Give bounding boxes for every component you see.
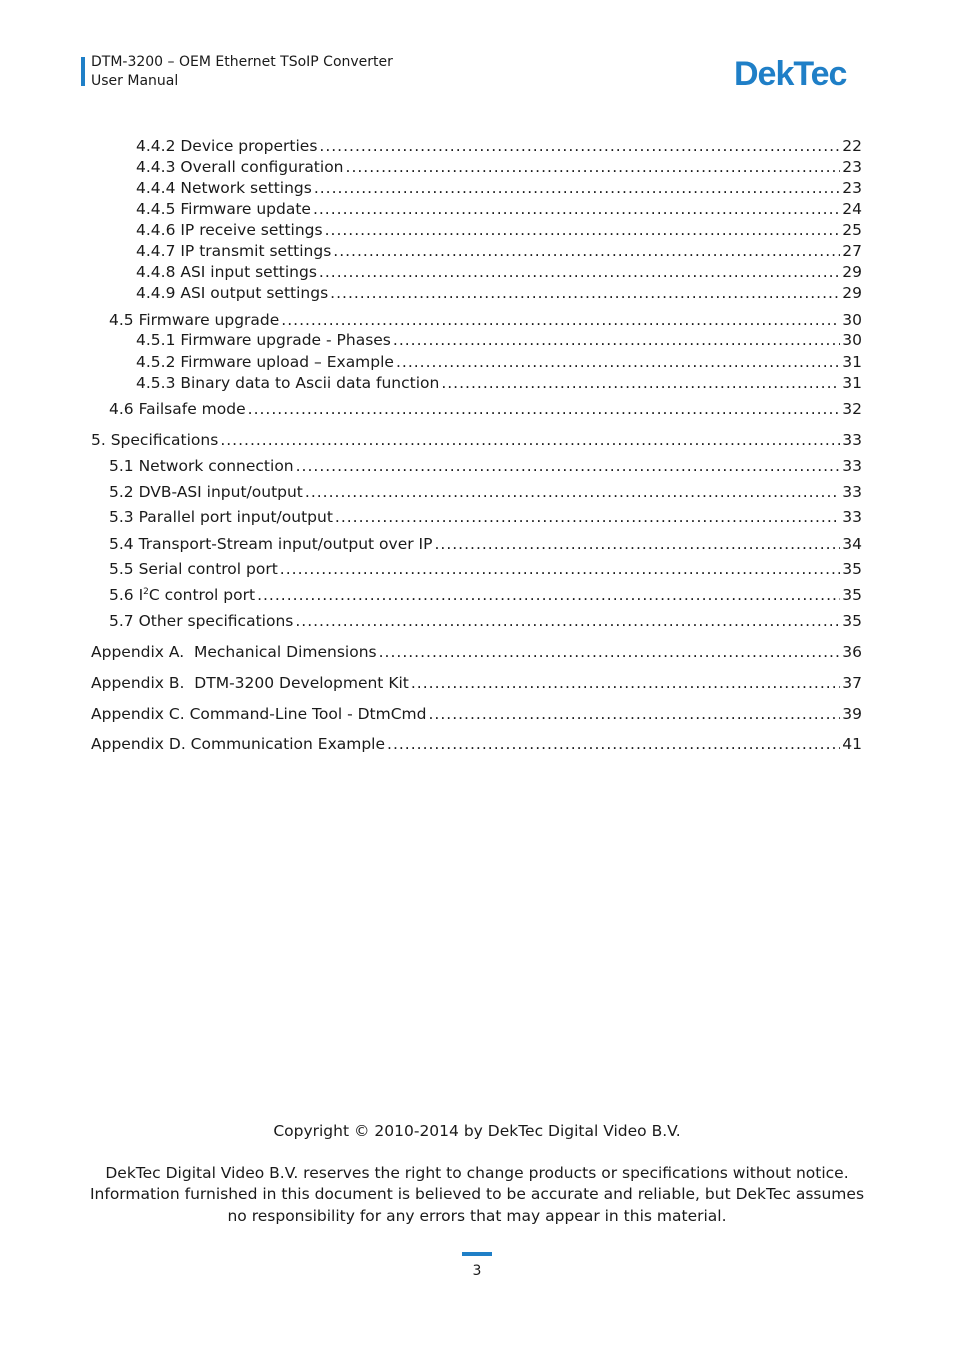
toc-label: 5.3 Parallel port input/output: [109, 508, 333, 526]
toc-label: 4.5.3 Binary data to Ascii data function: [136, 374, 440, 392]
toc-label: 5. Specifications: [91, 431, 219, 449]
toc-leader: [305, 482, 840, 502]
toc-page: 31: [842, 374, 862, 392]
toc-entry-appendix-b[interactable]: [91, 673, 862, 693]
toc-leader: [411, 673, 840, 693]
toc-label: 4.4.2 Device properties: [136, 137, 318, 155]
toc-label: 4.4.7 IP transmit settings: [136, 242, 332, 260]
toc-label: 4.5 Firmware upgrade: [109, 311, 280, 329]
toc-entry-appendix-a[interactable]: [91, 642, 862, 662]
toc-page: 33: [842, 457, 862, 475]
toc-page: 32: [842, 400, 862, 418]
document-subtitle: User Manual: [91, 73, 179, 89]
toc-label: 5.4 Transport-Stream input/output over IP: [109, 535, 433, 553]
toc-leader: [313, 199, 840, 219]
toc-page: 25: [842, 221, 862, 239]
toc-page: 34: [842, 535, 862, 553]
toc-leader: [396, 352, 840, 372]
toc-leader: [319, 136, 840, 156]
toc-label: 4.4.3 Overall configuration: [136, 158, 344, 176]
toc-leader: [314, 178, 840, 198]
toc-page: 35: [842, 586, 862, 604]
toc-entry-4-6[interactable]: [109, 399, 862, 419]
dektec-logo: [734, 55, 864, 91]
copyright-notice: Copyright © 2010-2014 by DekTec Digital Video B.V.: [273, 1122, 681, 1140]
toc-page: 24: [842, 200, 862, 218]
toc-label: Appendix A. Mechanical Dimensions: [91, 643, 377, 661]
toc-label: 5.7 Other specifications: [109, 612, 294, 630]
toc-entry-4-5[interactable]: [109, 310, 862, 330]
toc-entry-5-4[interactable]: [109, 534, 862, 554]
toc-leader: [428, 704, 840, 724]
toc-leader: [379, 642, 841, 662]
toc-label: Appendix C. Command-Line Tool - DtmCmd: [91, 705, 427, 723]
toc-entry-4-4-3[interactable]: [136, 157, 862, 177]
toc-leader: [280, 559, 840, 579]
toc-label: 4.4.8 ASI input settings: [136, 263, 317, 281]
toc-page: 39: [842, 705, 862, 723]
dektec-logo-text: DekTec: [734, 55, 847, 91]
toc-leader: [330, 283, 840, 303]
toc-leader: [319, 262, 840, 282]
toc-page: 30: [842, 331, 862, 349]
toc-leader: [325, 220, 841, 240]
toc-leader: [335, 507, 840, 527]
disclaimer-line-1: DekTec Digital Video B.V. reserves the right to change products or specifications without notice.: [105, 1164, 849, 1182]
toc-label: Appendix D. Communication Example: [91, 735, 386, 753]
toc-label: 4.5.1 Firmware upgrade - Phases: [136, 331, 391, 349]
toc-entry-4-5-1[interactable]: [136, 330, 862, 350]
toc-page: 27: [842, 242, 862, 260]
toc-label: [109, 585, 255, 605]
toc-entry-4-4-6[interactable]: [136, 220, 862, 240]
toc-label: 4.4.9 ASI output settings: [136, 284, 329, 302]
toc-entry-5-6[interactable]: [109, 585, 862, 605]
disclaimer-line-2: Information furnished in this document is believed to be accurate and reliable, but DekTec assumes: [89, 1185, 865, 1203]
toc-leader: [257, 585, 840, 605]
toc-page: 37: [842, 674, 862, 692]
toc-entry-4-4-9[interactable]: [136, 283, 862, 303]
toc-page: 35: [842, 560, 862, 578]
toc-label: 4.6 Failsafe mode: [109, 400, 246, 418]
toc-page: 29: [842, 263, 862, 281]
toc-leader: [393, 330, 840, 350]
document-header: [91, 53, 393, 91]
toc-entry-4-4-5[interactable]: [136, 199, 862, 219]
toc-leader: [296, 456, 841, 476]
toc-label: Appendix B. DTM-3200 Development Kit: [91, 674, 409, 692]
toc-leader: [441, 373, 840, 393]
header-accent-bar: [81, 57, 85, 86]
toc-entry-5-3[interactable]: [109, 507, 862, 527]
document-title: DTM-3200 – OEM Ethernet TSoIP Converter: [91, 54, 393, 70]
disclaimer-line-3: no responsibility for any errors that may appear in this material.: [227, 1207, 727, 1225]
toc-label-prefix: 5.6 I: [109, 586, 144, 604]
toc-label-suffix: C control port: [148, 586, 256, 604]
toc-leader: [295, 611, 840, 631]
toc-label-superscript: 2: [143, 587, 149, 597]
toc-leader: [346, 157, 841, 177]
toc-page: 41: [842, 735, 862, 753]
toc-entry-5-1[interactable]: [109, 456, 862, 476]
toc-entry-4-4-7[interactable]: [136, 241, 862, 261]
toc-page: 29: [842, 284, 862, 302]
toc-leader: [434, 534, 840, 554]
toc-entry-5-5[interactable]: [109, 559, 862, 579]
toc-entry-4-4-4[interactable]: [136, 178, 862, 198]
toc-leader: [281, 310, 840, 330]
toc-leader: [248, 399, 841, 419]
toc-leader: [333, 241, 840, 261]
toc-leader: [220, 430, 840, 450]
toc-page: 23: [842, 179, 862, 197]
toc-page: 30: [842, 311, 862, 329]
toc-leader: [387, 734, 840, 754]
toc-page: 23: [842, 158, 862, 176]
toc-entry-appendix-c[interactable]: [91, 704, 862, 724]
toc-page: 33: [842, 431, 862, 449]
toc-entry-5-2[interactable]: [109, 482, 862, 502]
toc-entry-4-4-8[interactable]: [136, 262, 862, 282]
toc-entry-5[interactable]: [91, 430, 862, 450]
toc-label: 4.4.6 IP receive settings: [136, 221, 323, 239]
toc-label: 4.5.2 Firmware upload – Example: [136, 353, 394, 371]
toc-entry-4-4-2[interactable]: [136, 136, 862, 156]
toc-label: 5.5 Serial control port: [109, 560, 278, 578]
toc-page: 33: [842, 483, 862, 501]
toc-page: 36: [842, 643, 862, 661]
toc-label: 5.1 Network connection: [109, 457, 294, 475]
page-number: 3: [472, 1263, 482, 1279]
toc-label: 4.4.5 Firmware update: [136, 200, 311, 218]
toc-page: 31: [842, 353, 862, 371]
toc-page: 33: [842, 508, 862, 526]
toc-entry-4-5-2[interactable]: [136, 352, 862, 372]
toc-page: 22: [842, 137, 862, 155]
page-number-accent-bar: [462, 1252, 492, 1256]
toc-page: 35: [842, 612, 862, 630]
toc-label: 4.4.4 Network settings: [136, 179, 312, 197]
toc-entry-appendix-d[interactable]: [91, 734, 862, 754]
toc-entry-4-5-3[interactable]: [136, 373, 862, 393]
toc-label: 5.2 DVB-ASI input/output: [109, 483, 303, 501]
toc-entry-5-7[interactable]: [109, 611, 862, 631]
